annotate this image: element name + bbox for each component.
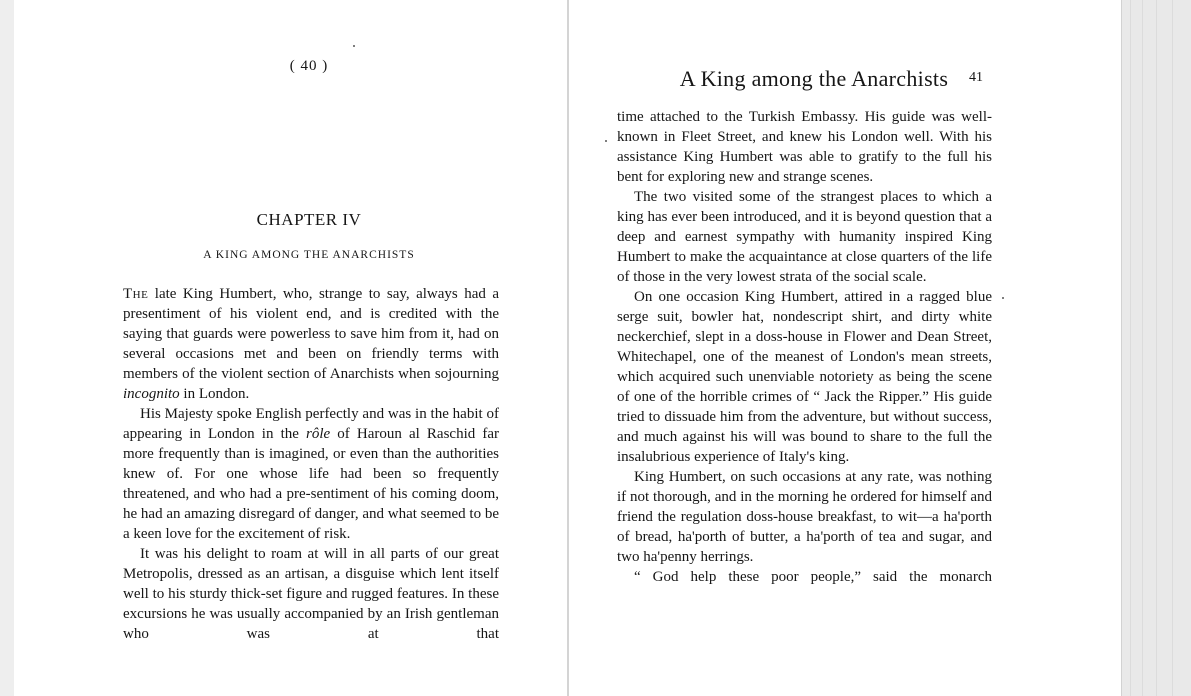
- running-head: A King among the Anarchists: [679, 66, 949, 91]
- right-paragraph-5: “ God help these poor people,” said the monarch: [634, 569, 992, 585]
- italic-word: rôle: [306, 426, 331, 442]
- strip-line: [1156, 0, 1157, 696]
- strip-line: [1142, 0, 1143, 696]
- right-paragraph-2: The two visited some of the strangest places to which a king has ever been introduced, and it is beyond question that a deep and earnest sympathy with humanity inspired King Humbert to make the acquaintance at close quarters of the life of those in the very lowest strata of the social scale.: [617, 189, 992, 285]
- strip-line: [1172, 0, 1173, 696]
- paragraph-text: late King Humbert, who, strange to say, always had a presentiment of his violent end, and is credited with the saying that guards were powerless to save him from it, had on several occasions met and been on friendly terms with members of the violent section of Anarchists when sojourning: [123, 286, 499, 382]
- paragraph-text: of Haroun al Raschid far more frequently than is imagined, or even than the authorities knew of. For one whose life had been so frequently threatened, and who had a pre-sentiment of his coming doom, he had an amazing disregard of danger, and what seemed to be a keen love for the excitement of risk.: [123, 426, 499, 542]
- paragraph-lead-word: The: [123, 286, 149, 302]
- page-speck: [1002, 297, 1004, 299]
- page-speck: [353, 45, 355, 47]
- italic-word: incognito: [123, 386, 180, 402]
- right-page: [569, 0, 1121, 696]
- left-paragraph-3: It was his delight to roam at will in all parts of our great Metropolis, dressed as an artisan, a disguise which lent itself well to his sturdy thick-set figure and rugged features. In these excursions he was usually accompanied by an Irish gentleman who was at that: [123, 546, 499, 642]
- left-page: [14, 0, 567, 696]
- left-paragraph-1: [123, 284, 499, 404]
- chapter-subtitle: A KING AMONG THE ANARCHISTS: [203, 249, 415, 261]
- page-speck: [605, 140, 607, 142]
- viewer-side-strip: [1121, 0, 1191, 696]
- right-paragraph-1: time attached to the Turkish Embassy. His guide was well-known in Fleet Street, and knew his London well. With his assistance King Humbert was able to gratify to the full his bent for exploring new and strange scenes.: [617, 109, 992, 185]
- left-page-number: ( 40 ): [289, 58, 329, 74]
- strip-line: [1130, 0, 1131, 696]
- right-page-body: [617, 107, 992, 587]
- chapter-title: CHAPTER IV: [256, 210, 362, 229]
- right-paragraph-4: King Humbert, on such occasions at any rate, was nothing if not thorough, and in the morning he ordered for himself and friend the regulation doss-house breakfast, to wit—a ha'porth of bread, ha'porth of butter, a ha'porth of tea and sugar, and two ha'penny herrings.: [617, 469, 992, 565]
- right-page-number: 41: [969, 70, 983, 85]
- right-paragraph-3: On one occasion King Humbert, attired in a ragged blue serge suit, bowler hat, nondescript shirt, and dirty white neckerchief, slept in a doss-house in Flower and Dean Street, Whitechapel, one of the meanest of London's mean streets, which acquired such unenviable notoriety as being the scene of one of the horrible crimes of “ Jack the Ripper.” His guide tried to dissuade him from the adventure, but without success, and much against his will was bound to share to the full the insalubrious experience of Italy's king.: [617, 289, 992, 465]
- left-paragraph-2: [123, 404, 499, 544]
- paragraph-text: His Majesty spoke English perfectly and was in the habit of appearing in London in the: [123, 406, 499, 442]
- paragraph-text: in London.: [179, 386, 250, 402]
- left-page-body: [123, 284, 499, 644]
